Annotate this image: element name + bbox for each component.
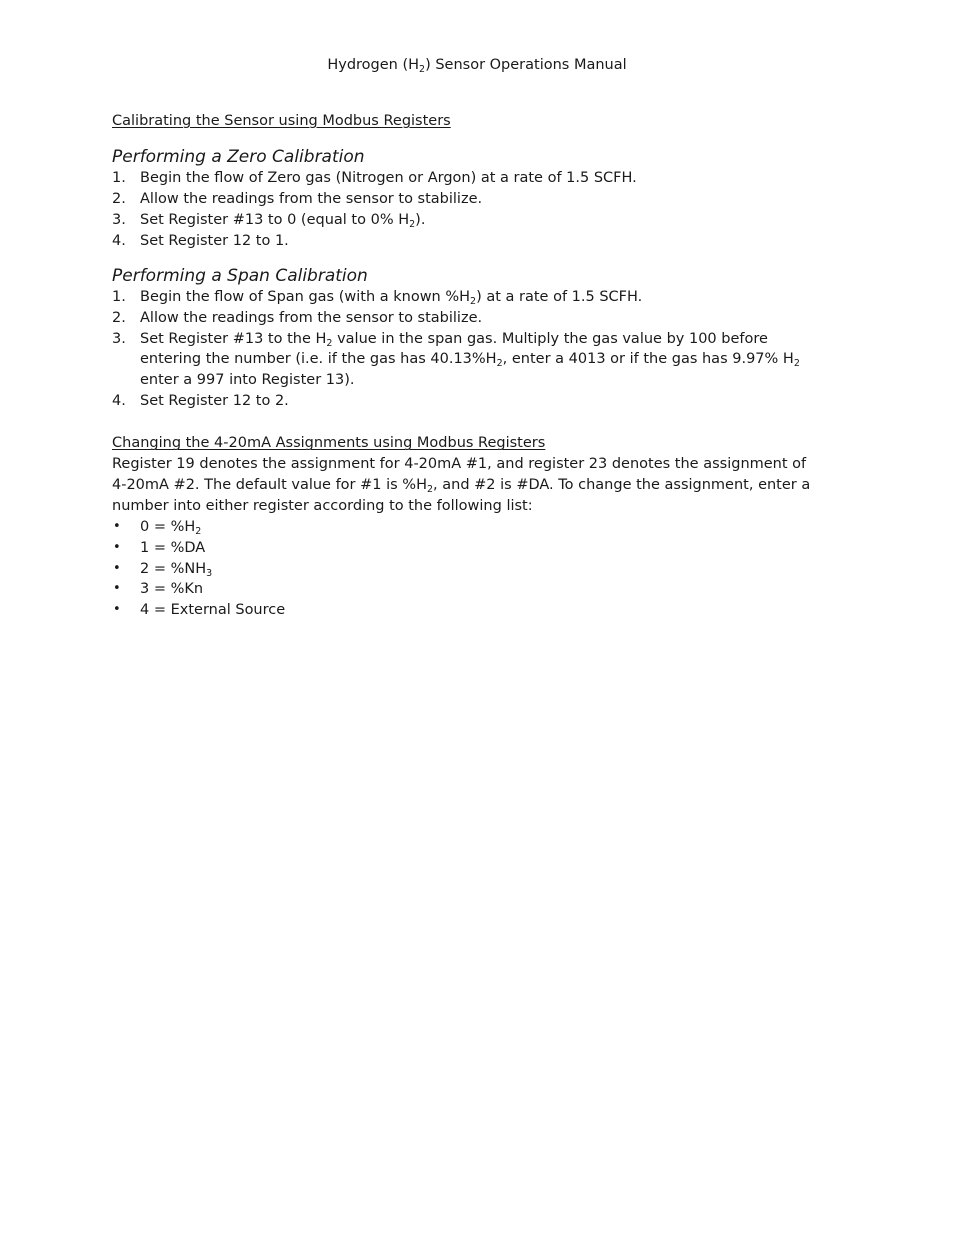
step-subscript: 2: [470, 296, 477, 308]
bullet-icon: •: [113, 602, 121, 618]
step-text-end: value in the span gas. Multiply the gas value by 100 before: [332, 330, 768, 347]
paragraph-text: 4-20mA #2. The default value for #1 is %H: [112, 476, 427, 493]
section-title-assignments: Changing the 4-20mA Assignments using Modbus Registers: [112, 435, 546, 452]
step-number: 1.: [112, 170, 126, 187]
bullet-subscript: 2: [195, 526, 202, 538]
list-item: [112, 329, 840, 391]
bullet-icon: •: [113, 519, 121, 535]
list-item: [112, 579, 840, 600]
bullet-text: 2 = %NH: [140, 560, 207, 577]
step-number: 2.: [112, 191, 126, 208]
step-text: entering the number (i.e. if the gas has 40.13%H: [140, 351, 497, 368]
step-text-end: ).: [415, 211, 426, 228]
list-item: [112, 168, 840, 189]
paragraph-text-end: , and #2 is #DA. To change the assignment, enter a: [433, 476, 811, 493]
step-line: [140, 370, 840, 391]
assignments-paragraph: [112, 454, 840, 516]
step-text-end: ) at a rate of 1.5 SCFH.: [476, 289, 643, 306]
paragraph-subscript: 2: [426, 483, 434, 495]
zero-steps-list: [112, 168, 840, 251]
assignment-bullet-list: [112, 517, 840, 621]
list-item: [112, 559, 840, 580]
list-item: [112, 600, 840, 621]
bullet-text: 0 = %H: [140, 519, 196, 536]
list-item: [112, 538, 840, 559]
list-item: [112, 517, 840, 538]
span-steps-list: [112, 287, 840, 411]
step-subscript: 2: [496, 358, 503, 370]
step-text: Set Register 12 to 1.: [140, 232, 289, 249]
step-line: [140, 329, 840, 350]
list-item: [112, 210, 840, 231]
section-title-calibration: Calibrating the Sensor using Modbus Registers: [112, 112, 451, 129]
list-item: [112, 231, 840, 252]
heading-zero-calibration: Performing a Zero Calibration: [112, 147, 365, 168]
step-number: 4.: [112, 232, 126, 249]
header-subscript: 2: [419, 64, 426, 75]
bullet-text: 3 = %Kn: [140, 581, 204, 598]
step-number: 1.: [112, 289, 126, 306]
step-number: 2.: [112, 309, 126, 326]
step-number: 3.: [112, 330, 126, 347]
list-item: [112, 287, 840, 308]
step-number: 3.: [112, 211, 126, 228]
step-text: Set Register #13 to 0 (equal to 0% H: [140, 211, 410, 228]
bullet-icon: •: [113, 539, 121, 555]
step-text-mid: , enter a 4013 or if the gas has 9.97% H: [502, 351, 794, 368]
list-item: [112, 308, 840, 329]
bullet-icon: •: [113, 581, 121, 597]
paragraph-line: number into either register according to the following list:: [112, 497, 533, 514]
step-subscript: 2: [409, 218, 416, 230]
step-subscript: 2: [793, 358, 800, 370]
bullet-subscript: 3: [206, 567, 213, 579]
step-subscript: 2: [326, 337, 333, 349]
paragraph-line: [112, 475, 840, 496]
list-item: [112, 189, 840, 210]
header-text: Hydrogen (H: [327, 57, 420, 73]
page-header: [112, 55, 842, 76]
list-item: [112, 391, 840, 412]
step-text: Allow the readings from the sensor to stabilize.: [140, 309, 483, 326]
step-text: enter a 997 into Register 13).: [140, 372, 355, 389]
step-text: Allow the readings from the sensor to stabilize.: [140, 191, 483, 208]
heading-span-calibration: Performing a Span Calibration: [112, 266, 368, 287]
step-text: Begin the flow of Zero gas (Nitrogen or Argon) at a rate of 1.5 SCFH.: [140, 170, 637, 187]
step-text: Set Register #13 to the H: [140, 330, 327, 347]
paragraph-line: Register 19 denotes the assignment for 4-20mA #1, and register 23 denotes the assignment of: [112, 456, 807, 473]
document-page: [112, 55, 840, 621]
bullet-text: 4 = External Source: [140, 602, 286, 619]
bullet-icon: •: [113, 560, 121, 576]
bullet-text: 1 = %DA: [140, 539, 206, 556]
header-text-end: ) Sensor Operations Manual: [425, 57, 627, 73]
step-text: Begin the flow of Span gas (with a known %H: [140, 289, 471, 306]
step-number: 4.: [112, 392, 126, 409]
step-line: [140, 349, 840, 370]
step-text: Set Register 12 to 2.: [140, 392, 289, 409]
